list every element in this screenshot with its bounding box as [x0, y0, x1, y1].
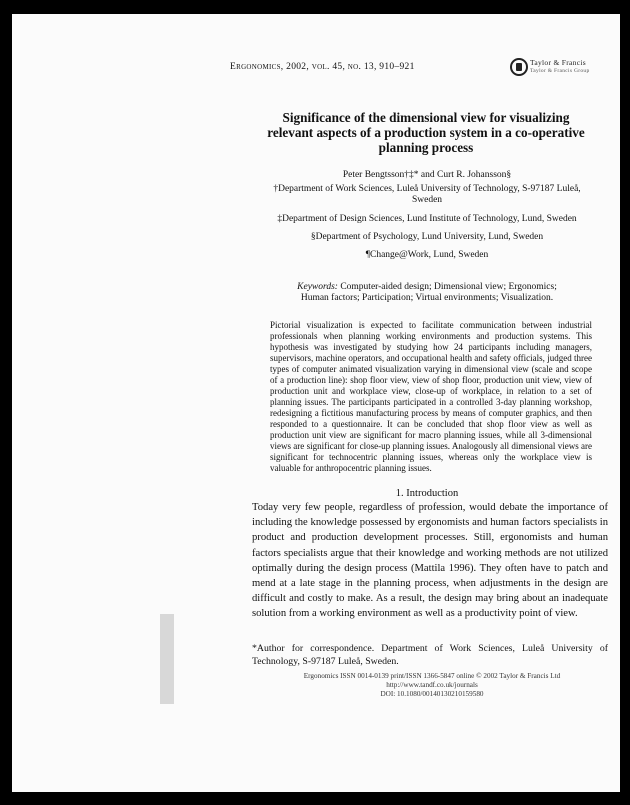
keywords-label: Keywords:	[297, 282, 338, 292]
affiliation-4: ¶Change@Work, Lund, Sweden	[365, 250, 489, 260]
section-heading: 1. Introduction	[395, 488, 459, 499]
abstract: Pictorial visualization is expected to facilitate communication between industrial professionals when planning working environments and production systems. This hypothesis was investigated by studying how 24 participants including managers, supervisors, machine operators, and occupational health and safety officials, judged three types of computer animated visualization varying in dimensional view (scale and scope of a production line): shop floor view, view of shop floor, production unit view, view of production unit and workplace view, close-up of workplace, in relation to a set of planning issues. The participants participated in a controlled 3-day planning workshop, redesigning a fictitious manufacturing process by means of computer graphics, and then responded to a questionnaire. It can be concluded that shop floor view as well as production unit view are significant for macro planning issues, while all 3-dimensional views are significant for close-up planning issues. Analogously all dimensional views are significant for technocentric planning issues, whereas only the workplace view is valuable for anthropocentric planning issues.	[270, 320, 592, 473]
article-title: Significance of the dimensional view for visualizing relevant aspects of a production system in a co-operative planning process	[267, 110, 585, 155]
scan-shadow	[160, 614, 174, 704]
keywords	[284, 282, 570, 304]
journal-citation: Ergonomics, 2002, vol. 45, no. 13, 910–921	[230, 62, 415, 72]
scan-border-top	[0, 0, 630, 14]
issn-block	[272, 672, 592, 699]
article-authors: Peter Bengtsson†‡* and Curt R. Johansson§	[342, 170, 512, 180]
keywords-text: Computer-aided design; Dimensional view; Ergonomics; Human factors; Participation; Virtual environments; Visualization.	[300, 282, 557, 303]
publisher-logo-icon	[510, 58, 528, 76]
paper-page	[12, 14, 620, 792]
page-header	[230, 56, 590, 80]
logo-line1: Taylor & Francis	[530, 58, 586, 67]
logo-line2: Taylor & Francis Group	[530, 68, 590, 74]
affiliation-2: ‡Department of Design Sciences, Lund Institute of Technology, Lund, Sweden	[277, 214, 577, 224]
introduction-paragraph: Today very few people, regardless of profession, would debate the importance of including the knowledge possessed by ergonomists and human factors specialists in product and production development processes. Still, ergonomists and human factors specialists argue that their knowledge and working methods are not utilized optimally during the design process (Mattila 1996). They often have to patch and mend at a late stage in the planning process, when adjustments in the design are difficult and costly to make. As a result, the design may bring about an inadequate solution from a working environment as well as a productivity point of view.	[252, 502, 608, 620]
footnote: *Author for correspondence. Department of Work Sciences, Luleå University of Technology, S-97187 Luleå, Sweden.	[252, 643, 608, 667]
scan-border-bottom	[0, 792, 630, 805]
issn-line-1: Ergonomics ISSN 0014-0139 print/ISSN 1366-5847 online © 2002 Taylor & Francis Ltd	[303, 672, 561, 680]
affiliation-1: †Department of Work Sciences, Luleå University of Technology, S-97187 Luleå, Sweden	[273, 184, 581, 205]
issn-line-3: DOI: 10.1080/00140130210159580	[380, 690, 484, 698]
publisher-logo	[510, 56, 590, 80]
affiliation-3: §Department of Psychology, Lund University, Lund, Sweden	[310, 232, 544, 242]
issn-line-2: http://www.tandf.co.uk/journals	[386, 681, 478, 689]
